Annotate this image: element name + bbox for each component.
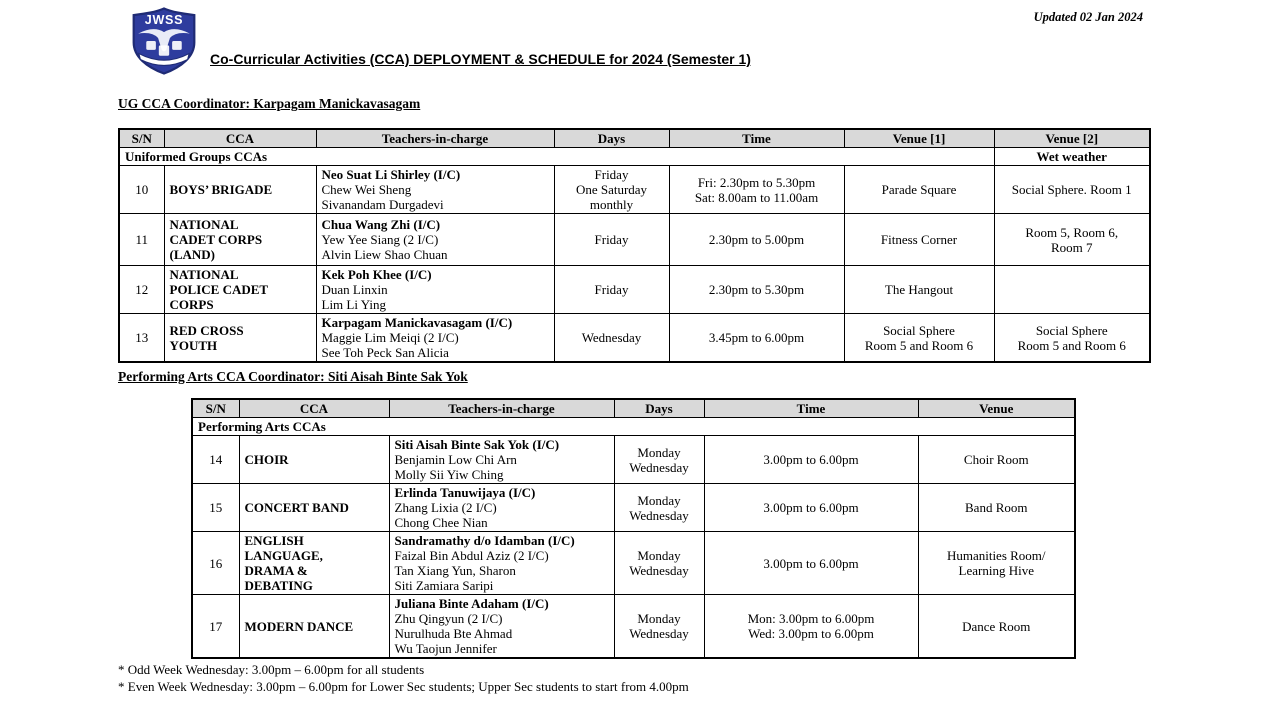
cell-sn: 11 bbox=[119, 214, 164, 266]
cell-venue2: Social Sphere Room 5 and Room 6 bbox=[994, 314, 1150, 363]
cell-teachers: Kek Poh Khee (I/C) Duan Linxin Lim Li Ying bbox=[316, 266, 554, 314]
column-header-venue2: Venue [2] bbox=[994, 129, 1150, 148]
cell-sn: 13 bbox=[119, 314, 164, 363]
cell-venue1: The Hangout bbox=[844, 266, 994, 314]
column-header-teachers: Teachers-in-charge bbox=[316, 129, 554, 148]
column-header-venue: Venue bbox=[918, 399, 1075, 418]
column-header-teachers: Teachers-in-charge bbox=[389, 399, 614, 418]
cell-teachers: Sandramathy d/o Idamban (I/C) Faizal Bin Abdul Aziz (2 I/C) Tan Xiang Yun, Sharon Siti Zamiara Saripi bbox=[389, 532, 614, 595]
column-header-days: Days bbox=[614, 399, 704, 418]
group-note: Wet weather bbox=[994, 148, 1150, 166]
cell-venue2 bbox=[994, 266, 1150, 314]
group-row bbox=[119, 148, 1150, 166]
svg-text:JWSS: JWSS bbox=[144, 13, 184, 27]
column-header-cca: CCA bbox=[164, 129, 316, 148]
updated-date-note: Updated 02 Jan 2024 bbox=[1033, 10, 1143, 24]
cell-sn: 14 bbox=[192, 436, 239, 484]
performing-arts-table bbox=[191, 398, 1076, 659]
column-header-time: Time bbox=[704, 399, 918, 418]
cell-days: Wednesday bbox=[554, 314, 669, 363]
cell-cca: NATIONAL POLICE CADET CORPS bbox=[164, 266, 316, 314]
cell-venue1: Parade Square bbox=[844, 166, 994, 214]
cell-time: 2.30pm to 5.30pm bbox=[669, 266, 844, 314]
table-row bbox=[119, 266, 1150, 314]
cell-cca: CONCERT BAND bbox=[239, 484, 389, 532]
cell-time: 2.30pm to 5.00pm bbox=[669, 214, 844, 266]
cell-teachers: Neo Suat Li Shirley (I/C) Chew Wei Sheng Sivanandam Durgadevi bbox=[316, 166, 554, 214]
cell-sn: 16 bbox=[192, 532, 239, 595]
group-label: Uniformed Groups CCAs bbox=[119, 148, 994, 166]
cell-sn: 12 bbox=[119, 266, 164, 314]
table-header-row bbox=[119, 129, 1150, 148]
ug-coordinator-heading: UG CCA Coordinator: Karpagam Manickavasagam bbox=[118, 96, 421, 111]
cell-venue1: Choir Room bbox=[918, 436, 1075, 484]
group-row bbox=[192, 418, 1075, 436]
cell-cca: RED CROSS YOUTH bbox=[164, 314, 316, 363]
table-row bbox=[192, 532, 1075, 595]
cell-cca: BOYS’ BRIGADE bbox=[164, 166, 316, 214]
cell-cca: CHOIR bbox=[239, 436, 389, 484]
table-row bbox=[192, 484, 1075, 532]
page-title: Co-Curricular Activities (CCA) DEPLOYMENT & SCHEDULE for 2024 (Semester 1) bbox=[210, 51, 751, 67]
cell-teachers: Chua Wang Zhi (I/C) Yew Yee Siang (2 I/C) Alvin Liew Shao Chuan bbox=[316, 214, 554, 266]
cell-days: Monday Wednesday bbox=[614, 595, 704, 659]
footnote: * Even Week Wednesday: 3.00pm – 6.00pm for Lower Sec students; Upper Sec students to start from 4.00pm bbox=[118, 679, 689, 694]
cell-venue1: Social Sphere Room 5 and Room 6 bbox=[844, 314, 994, 363]
cell-venue1: Humanities Room/ Learning Hive bbox=[918, 532, 1075, 595]
cell-days: Friday bbox=[554, 266, 669, 314]
cell-cca: MODERN DANCE bbox=[239, 595, 389, 659]
cell-sn: 17 bbox=[192, 595, 239, 659]
cell-days: Monday Wednesday bbox=[614, 484, 704, 532]
cell-sn: 10 bbox=[119, 166, 164, 214]
column-header-days: Days bbox=[554, 129, 669, 148]
cell-cca: ENGLISH LANGUAGE, DRAMA & DEBATING bbox=[239, 532, 389, 595]
column-header-time: Time bbox=[669, 129, 844, 148]
column-header-cca: CCA bbox=[239, 399, 389, 418]
cell-days: Friday One Saturday monthly bbox=[554, 166, 669, 214]
cell-days: Friday bbox=[554, 214, 669, 266]
shield-icon bbox=[127, 7, 201, 75]
cell-venue1: Fitness Corner bbox=[844, 214, 994, 266]
cell-teachers: Erlinda Tanuwijaya (I/C) Zhang Lixia (2 I/C) Chong Chee Nian bbox=[389, 484, 614, 532]
table-row bbox=[192, 436, 1075, 484]
cell-days: Monday Wednesday bbox=[614, 532, 704, 595]
school-crest-logo bbox=[127, 7, 201, 75]
cell-sn: 15 bbox=[192, 484, 239, 532]
table-row bbox=[192, 595, 1075, 659]
cell-teachers: Juliana Binte Adaham (I/C) Zhu Qingyun (2 I/C) Nurulhuda Bte Ahmad Wu Taojun Jennifer bbox=[389, 595, 614, 659]
table-row bbox=[119, 166, 1150, 214]
cell-time: Mon: 3.00pm to 6.00pm Wed: 3.00pm to 6.00pm bbox=[704, 595, 918, 659]
cell-venue1: Dance Room bbox=[918, 595, 1075, 659]
table-header-row bbox=[192, 399, 1075, 418]
cell-days: Monday Wednesday bbox=[614, 436, 704, 484]
group-label: Performing Arts CCAs bbox=[192, 418, 1075, 436]
column-header-sn: S/N bbox=[119, 129, 164, 148]
pa-coordinator-heading: Performing Arts CCA Coordinator: Siti Aisah Binte Sak Yok bbox=[118, 369, 468, 384]
cell-time: 3.00pm to 6.00pm bbox=[704, 532, 918, 595]
cell-teachers: Siti Aisah Binte Sak Yok (I/C) Benjamin Low Chi Arn Molly Sii Yiw Ching bbox=[389, 436, 614, 484]
cell-time: 3.00pm to 6.00pm bbox=[704, 436, 918, 484]
table-row bbox=[119, 314, 1150, 363]
cell-venue2: Room 5, Room 6, Room 7 bbox=[994, 214, 1150, 266]
cell-time: Fri: 2.30pm to 5.30pm Sat: 8.00am to 11.00am bbox=[669, 166, 844, 214]
footnote: * Odd Week Wednesday: 3.00pm – 6.00pm for all students bbox=[118, 662, 425, 677]
table-row bbox=[119, 214, 1150, 266]
uniformed-groups-table bbox=[118, 128, 1151, 363]
column-header-venue1: Venue [1] bbox=[844, 129, 994, 148]
cell-cca: NATIONAL CADET CORPS (LAND) bbox=[164, 214, 316, 266]
column-header-sn: S/N bbox=[192, 399, 239, 418]
cell-time: 3.45pm to 6.00pm bbox=[669, 314, 844, 363]
cell-venue1: Band Room bbox=[918, 484, 1075, 532]
cell-teachers: Karpagam Manickavasagam (I/C) Maggie Lim Meiqi (2 I/C) See Toh Peck San Alicia bbox=[316, 314, 554, 363]
cell-time: 3.00pm to 6.00pm bbox=[704, 484, 918, 532]
cell-venue2: Social Sphere. Room 1 bbox=[994, 166, 1150, 214]
footnotes bbox=[118, 661, 689, 695]
